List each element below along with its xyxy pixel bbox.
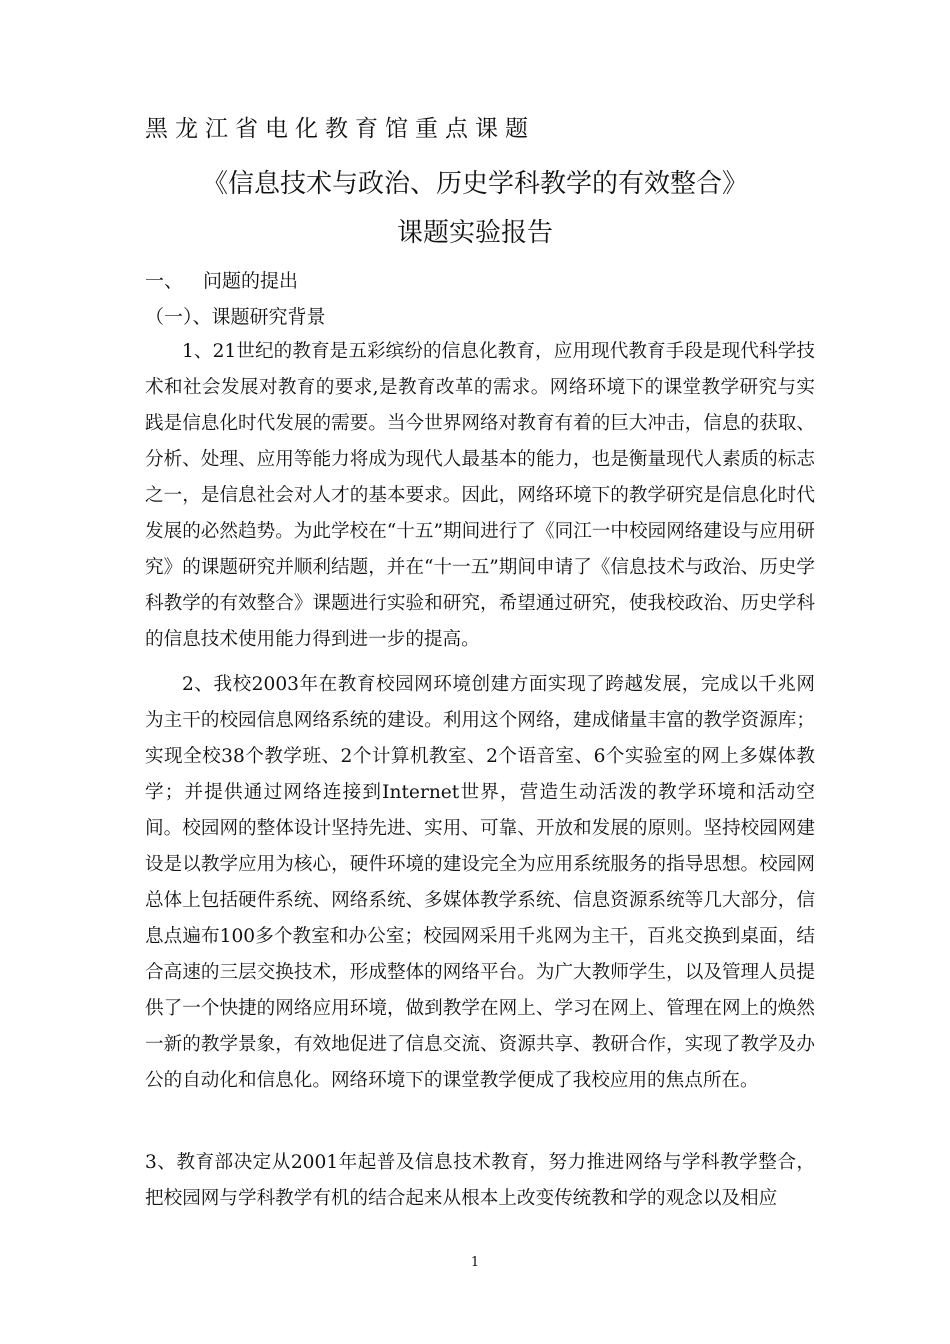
body-paragraph-3: 3、教育部决定从2001年起普及信息技术教育，努力推进网络与学科教学整合，把校园网与学科教学有机的结合起来从根本上改变传统教和学的观念以及相应	[145, 1152, 815, 1209]
report-subtitle: 课题实验报告	[396, 218, 553, 248]
subsection-heading: （一）、课题研究背景	[145, 306, 326, 328]
section-heading	[145, 266, 298, 293]
organization-heading: 黑龙江省电化教育馆重点课题	[145, 116, 535, 142]
section-number: 一、	[145, 270, 184, 292]
body-paragraph-1: 1、21世纪的教育是五彩缤纷的信息化教育，应用现代教育手段是现代科学技术和社会发展对教育的要求,是教育改革的需求。网络环境下的课堂教学研究与实践是信息化时代发展的需要。当今世界网络对教育有着的巨大冲击，信息的获取、分析、处理、应用等能力将成为现代人最基本的能力，也是衡量现代人素质的标志之一，是信息社会对人才的基本要求。因此，网络环境下的教学研究是信息化时代发展的必然趋势。为此学校在“十五”期间进行了《同江一中校园网络建设与应用研究》的课题研究并顺利结题，并在“十一五”期间申请了《信息技术与政治、历史学科教学的有效整合》课题进行实验和研究，希望通过研究，使我校政治、历史学科的信息技术使用能力得到进一步的提高。	[145, 341, 815, 650]
body-paragraph-2: 2、我校2003年在教育校园网环境创建方面实现了跨越发展，完成以千兆网为主干的校园信息网络系统的建设。利用这个网络，建成储量丰富的教学资源库；实现全校38个教学班、2个计算机教室、2个语音室、6个实验室的网上多媒体教学；并提供通过网络连接到Internet世界，营造生动活泼的教学环境和活动空间。校园网的整体设计坚持先进、实用、可靠、开放和发展的原则。坚持校园网建设是以教学应用为核心，硬件环境的建设完全为应用系统服务的指导思想。校园网总体上包括硬件系统、网络系统、多媒体教学系统、信息资源系统等几大部分，信息点遍布100多个教室和办公室；校园网采用千兆网为主干，百兆交换到桌面，结合高速的三层交换技术，形成整体的网络平台。为广大教师学生，以及管理人员提供了一个快捷的网络应用环境，做到教学在网上、学习在网上、管理在网上的焕然一新的教学景象，有效地促进了信息交流、资源共享、教研合作，实现了教学及办公的自动化和信息化。网络环境下的课堂教学便成了我校应用的焦点所在。	[145, 674, 815, 1091]
report-title: 《信息技术与政治、历史学科教学的有效整合》	[201, 169, 748, 199]
page-number: 1	[470, 1255, 480, 1270]
section-title: 问题的提出	[203, 270, 299, 292]
